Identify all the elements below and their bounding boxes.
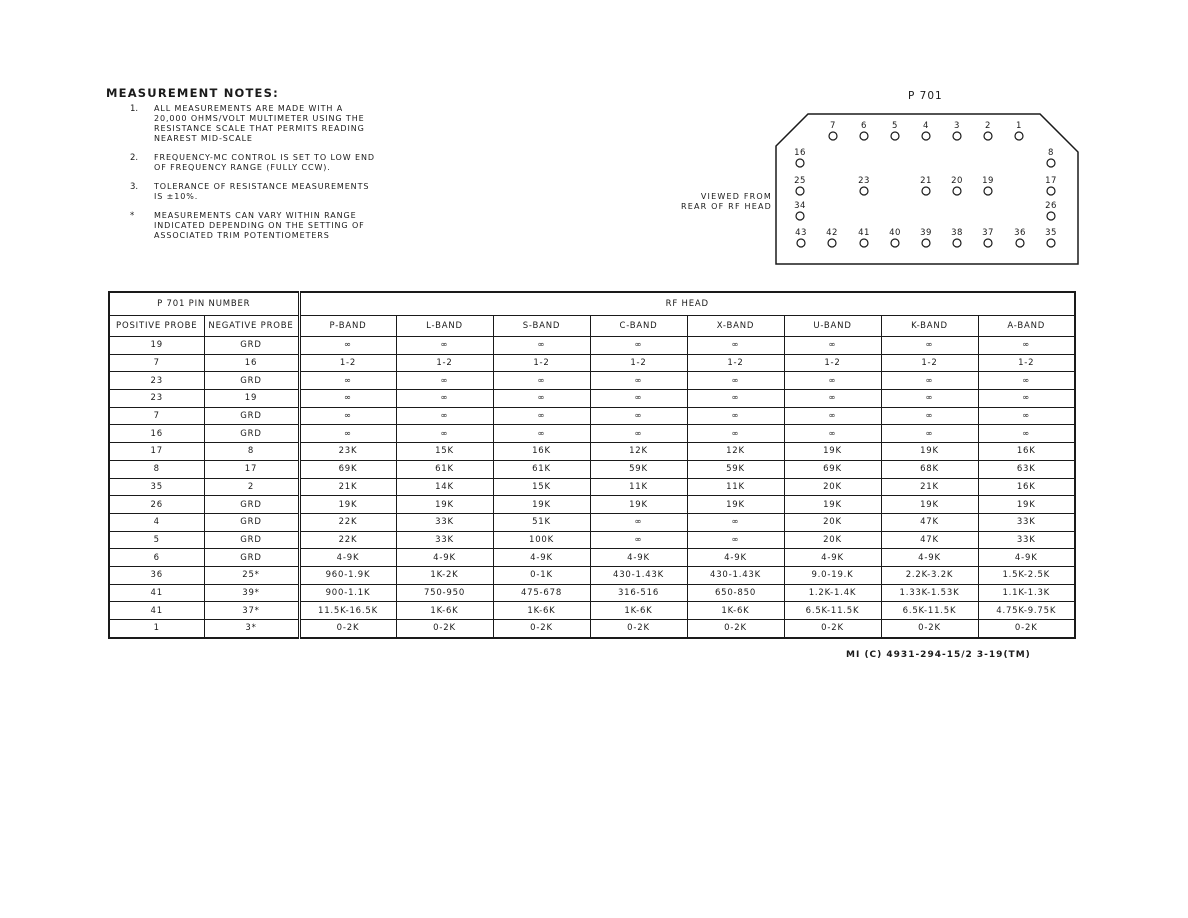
resistance-cell: 69K — [299, 460, 396, 478]
band-header: C-BAND — [590, 316, 687, 337]
resistance-cell: 19K — [687, 496, 784, 514]
negative-probe-cell: GRD — [204, 549, 299, 567]
pin-circle — [1047, 159, 1055, 167]
resistance-cell: 63K — [978, 460, 1075, 478]
negative-probe-cell: 17 — [204, 460, 299, 478]
resistance-cell: 59K — [687, 460, 784, 478]
resistance-cell: ∞ — [590, 372, 687, 390]
resistance-cell: ∞ — [687, 372, 784, 390]
resistance-cell: 21K — [299, 478, 396, 496]
band-header: P-BAND — [299, 316, 396, 337]
resistance-cell: ∞ — [396, 337, 493, 355]
resistance-cell: 12K — [590, 443, 687, 461]
resistance-cell: 1-2 — [881, 354, 978, 372]
resistance-cell: 11K — [590, 478, 687, 496]
table-row — [109, 496, 1075, 514]
resistance-cell: ∞ — [978, 337, 1075, 355]
resistance-cell: 19K — [299, 496, 396, 514]
resistance-cell: ∞ — [687, 407, 784, 425]
pin-circle — [922, 239, 930, 247]
resistance-cell: ∞ — [881, 425, 978, 443]
pin-circle — [1015, 132, 1023, 140]
positive-probe-cell: 35 — [109, 478, 204, 496]
negative-probe-header: NEGATIVE PROBE — [204, 316, 299, 337]
resistance-cell: 1-2 — [687, 354, 784, 372]
resistance-cell: ∞ — [881, 407, 978, 425]
resistance-cell: 69K — [784, 460, 881, 478]
pin-circle — [1047, 239, 1055, 247]
resistance-cell: ∞ — [687, 337, 784, 355]
resistance-cell: 0-2K — [881, 620, 978, 638]
resistance-cell: 1K-2K — [396, 566, 493, 584]
negative-probe-cell: 39* — [204, 584, 299, 602]
resistance-cell: 61K — [493, 460, 590, 478]
pin-label: 39 — [920, 228, 932, 238]
table-row — [109, 478, 1075, 496]
pin-label: 1 — [1016, 121, 1022, 131]
resistance-cell: ∞ — [881, 372, 978, 390]
resistance-cell: 9.0-19.K — [784, 566, 881, 584]
resistance-cell: ∞ — [687, 425, 784, 443]
resistance-cell: 1K-6K — [493, 602, 590, 620]
table-row — [109, 372, 1075, 390]
positive-probe-cell: 19 — [109, 337, 204, 355]
resistance-cell: 19K — [493, 496, 590, 514]
negative-probe-cell: GRD — [204, 531, 299, 549]
negative-probe-cell: GRD — [204, 372, 299, 390]
negative-probe-cell: 16 — [204, 354, 299, 372]
negative-probe-cell: 3* — [204, 620, 299, 638]
resistance-cell: ∞ — [396, 390, 493, 408]
resistance-cell: 1-2 — [590, 354, 687, 372]
viewed-from-label: VIEWED FROM REAR OF RF HEAD — [680, 192, 772, 211]
resistance-cell: 0-2K — [784, 620, 881, 638]
resistance-cell: ∞ — [590, 390, 687, 408]
resistance-cell: ∞ — [784, 390, 881, 408]
resistance-cell: ∞ — [784, 425, 881, 443]
pin-circle — [891, 239, 899, 247]
negative-probe-cell: GRD — [204, 407, 299, 425]
table-row — [109, 602, 1075, 620]
pin-circle — [984, 187, 992, 195]
resistance-cell: 19K — [396, 496, 493, 514]
pin-label: 41 — [858, 228, 870, 238]
note-number: 2. — [130, 153, 139, 163]
pin-label: 5 — [892, 121, 898, 131]
resistance-cell: ∞ — [978, 390, 1075, 408]
pin-number-header: P 701 PIN NUMBER — [109, 292, 299, 316]
resistance-cell: 4-9K — [590, 549, 687, 567]
table-row — [109, 407, 1075, 425]
table-row — [109, 531, 1075, 549]
band-header: U-BAND — [784, 316, 881, 337]
resistance-cell: ∞ — [493, 372, 590, 390]
resistance-cell: 68K — [881, 460, 978, 478]
resistance-cell: 0-2K — [493, 620, 590, 638]
positive-probe-cell: 7 — [109, 354, 204, 372]
pin-circle — [891, 132, 899, 140]
resistance-cell: 316-516 — [590, 584, 687, 602]
pin-label: 6 — [861, 121, 867, 131]
resistance-cell: ∞ — [784, 337, 881, 355]
resistance-cell: 4-9K — [493, 549, 590, 567]
connector-title: P 701 — [908, 90, 943, 102]
positive-probe-cell: 36 — [109, 566, 204, 584]
negative-probe-cell: 25* — [204, 566, 299, 584]
resistance-cell: 22K — [299, 513, 396, 531]
table-row — [109, 566, 1075, 584]
pin-label: 17 — [1045, 176, 1057, 186]
resistance-cell: 33K — [978, 513, 1075, 531]
table-row — [109, 390, 1075, 408]
pin-circle — [860, 132, 868, 140]
pin-circle — [860, 239, 868, 247]
resistance-cell: 16K — [978, 443, 1075, 461]
pin-circle — [984, 239, 992, 247]
positive-probe-cell: 23 — [109, 390, 204, 408]
positive-probe-cell: 41 — [109, 602, 204, 620]
resistance-cell: ∞ — [590, 407, 687, 425]
pin-label: 43 — [795, 228, 807, 238]
pin-label: 20 — [951, 176, 963, 186]
resistance-cell: 1-2 — [978, 354, 1075, 372]
resistance-cell: 51K — [493, 513, 590, 531]
resistance-cell: 4-9K — [881, 549, 978, 567]
resistance-cell: 59K — [590, 460, 687, 478]
resistance-cell: ∞ — [881, 337, 978, 355]
resistance-cell: 1.33K-1.53K — [881, 584, 978, 602]
note-text: ALL MEASUREMENTS ARE MADE WITH A 20,000 OHMS/VOLT MULTIMETER USING THE RESISTANCE SCALE THAT PERMITS READING NEAREST MID-SCALE — [154, 104, 365, 143]
resistance-cell: 430-1.43K — [590, 566, 687, 584]
resistance-cell: 16K — [978, 478, 1075, 496]
resistance-cell: 4-9K — [396, 549, 493, 567]
pin-circle — [796, 212, 804, 220]
table-row — [109, 513, 1075, 531]
measurement-notes-list — [128, 104, 428, 250]
resistance-cell: 47K — [881, 513, 978, 531]
resistance-cell: 1K-6K — [590, 602, 687, 620]
positive-probe-cell: 23 — [109, 372, 204, 390]
resistance-cell: 11.5K-16.5K — [299, 602, 396, 620]
resistance-cell: ∞ — [396, 425, 493, 443]
resistance-cell: 19K — [881, 496, 978, 514]
band-header: A-BAND — [978, 316, 1075, 337]
resistance-cell: 900-1.1K — [299, 584, 396, 602]
resistance-cell: 0-2K — [978, 620, 1075, 638]
pin-circle — [796, 187, 804, 195]
negative-probe-cell: 19 — [204, 390, 299, 408]
resistance-cell: ∞ — [493, 425, 590, 443]
resistance-cell: 61K — [396, 460, 493, 478]
resistance-cell: 19K — [784, 496, 881, 514]
negative-probe-cell: GRD — [204, 425, 299, 443]
resistance-cell: ∞ — [590, 513, 687, 531]
resistance-cell: ∞ — [978, 372, 1075, 390]
resistance-cell: 6.5K-11.5K — [881, 602, 978, 620]
resistance-cell: 1.1K-1.3K — [978, 584, 1075, 602]
resistance-cell: 33K — [978, 531, 1075, 549]
table-row — [109, 354, 1075, 372]
pin-label: 36 — [1014, 228, 1026, 238]
resistance-cell: ∞ — [493, 337, 590, 355]
resistance-cell: ∞ — [881, 390, 978, 408]
resistance-cell: 650-850 — [687, 584, 784, 602]
pin-label: 38 — [951, 228, 963, 238]
connector-diagram — [770, 108, 1082, 268]
resistance-cell: ∞ — [978, 407, 1075, 425]
resistance-cell: ∞ — [299, 372, 396, 390]
resistance-cell: 1-2 — [396, 354, 493, 372]
resistance-cell: 1-2 — [299, 354, 396, 372]
resistance-cell: 1K-6K — [396, 602, 493, 620]
resistance-cell: ∞ — [687, 390, 784, 408]
resistance-cell: 1K-6K — [687, 602, 784, 620]
pin-circle — [828, 239, 836, 247]
band-header: L-BAND — [396, 316, 493, 337]
resistance-cell: 475-678 — [493, 584, 590, 602]
pin-circle — [953, 132, 961, 140]
note-text: TOLERANCE OF RESISTANCE MEASUREMENTS IS ±10%. — [154, 182, 370, 201]
note-item — [128, 182, 428, 202]
pin-circle — [829, 132, 837, 140]
resistance-cell: 4-9K — [784, 549, 881, 567]
pin-label: 25 — [794, 176, 806, 186]
resistance-cell: 1-2 — [493, 354, 590, 372]
resistance-cell: 19K — [784, 443, 881, 461]
resistance-cell: 47K — [881, 531, 978, 549]
resistance-cell: 15K — [396, 443, 493, 461]
table-row — [109, 443, 1075, 461]
resistance-cell: 4-9K — [978, 549, 1075, 567]
table-row — [109, 549, 1075, 567]
note-text: MEASUREMENTS CAN VARY WITHIN RANGE INDICATED DEPENDING ON THE SETTING OF ASSOCIATED TRIM POTENTIOMETERS — [154, 211, 365, 240]
positive-probe-cell: 7 — [109, 407, 204, 425]
pin-circle — [1047, 212, 1055, 220]
resistance-cell: 11K — [687, 478, 784, 496]
resistance-cell: ∞ — [590, 337, 687, 355]
resistance-table — [108, 291, 1076, 639]
positive-probe-cell: 4 — [109, 513, 204, 531]
resistance-cell: 0-1K — [493, 566, 590, 584]
pin-label: 8 — [1048, 148, 1054, 158]
negative-probe-cell: GRD — [204, 337, 299, 355]
pin-circle — [922, 132, 930, 140]
resistance-cell: 4-9K — [299, 549, 396, 567]
pin-label: 3 — [954, 121, 960, 131]
resistance-cell: ∞ — [493, 407, 590, 425]
resistance-cell: ∞ — [784, 407, 881, 425]
pin-circle — [797, 239, 805, 247]
resistance-cell: 0-2K — [396, 620, 493, 638]
resistance-cell: ∞ — [784, 372, 881, 390]
note-item — [128, 211, 428, 241]
resistance-cell: 0-2K — [590, 620, 687, 638]
negative-probe-cell: GRD — [204, 513, 299, 531]
positive-probe-cell: 26 — [109, 496, 204, 514]
resistance-cell: ∞ — [590, 425, 687, 443]
resistance-cell: 1-2 — [784, 354, 881, 372]
pin-circle — [860, 187, 868, 195]
positive-probe-cell: 1 — [109, 620, 204, 638]
resistance-cell: 6.5K-11.5K — [784, 602, 881, 620]
table-row — [109, 584, 1075, 602]
resistance-cell: 19K — [881, 443, 978, 461]
resistance-cell: ∞ — [493, 390, 590, 408]
resistance-cell: 14K — [396, 478, 493, 496]
table-row — [109, 337, 1075, 355]
resistance-cell: 0-2K — [299, 620, 396, 638]
resistance-cell: 0-2K — [687, 620, 784, 638]
resistance-cell: ∞ — [687, 513, 784, 531]
resistance-cell: 960-1.9K — [299, 566, 396, 584]
positive-probe-cell: 16 — [109, 425, 204, 443]
note-number: 3. — [130, 182, 139, 192]
note-number: 1. — [130, 104, 139, 114]
positive-probe-cell: 6 — [109, 549, 204, 567]
resistance-cell: 19K — [978, 496, 1075, 514]
resistance-cell: ∞ — [590, 531, 687, 549]
resistance-cell: 20K — [784, 531, 881, 549]
table-row — [109, 425, 1075, 443]
resistance-cell: ∞ — [396, 407, 493, 425]
resistance-cell: ∞ — [299, 390, 396, 408]
note-text: FREQUENCY-MC CONTROL IS SET TO LOW END OF FREQUENCY RANGE (FULLY CCW). — [154, 153, 375, 172]
pin-label: 2 — [985, 121, 991, 131]
resistance-cell: 4-9K — [687, 549, 784, 567]
table-row — [109, 460, 1075, 478]
pin-label: 37 — [982, 228, 994, 238]
pin-label: 35 — [1045, 228, 1057, 238]
positive-probe-cell: 5 — [109, 531, 204, 549]
pin-label: 42 — [826, 228, 838, 238]
resistance-cell: ∞ — [299, 407, 396, 425]
positive-probe-cell: 17 — [109, 443, 204, 461]
pin-label: 26 — [1045, 201, 1057, 211]
resistance-cell: 1.2K-1.4K — [784, 584, 881, 602]
pin-label: 19 — [982, 176, 994, 186]
rf-head-header: RF HEAD — [299, 292, 1075, 316]
resistance-cell: 20K — [784, 478, 881, 496]
pin-circle — [984, 132, 992, 140]
resistance-cell: 22K — [299, 531, 396, 549]
resistance-cell: 20K — [784, 513, 881, 531]
resistance-cell: 4.75K-9.75K — [978, 602, 1075, 620]
resistance-cell: ∞ — [396, 372, 493, 390]
pin-label: 21 — [920, 176, 932, 186]
table-row — [109, 620, 1075, 638]
note-item — [128, 153, 428, 173]
band-header: X-BAND — [687, 316, 784, 337]
positive-probe-cell: 8 — [109, 460, 204, 478]
resistance-cell: 16K — [493, 443, 590, 461]
resistance-cell: 33K — [396, 531, 493, 549]
resistance-cell: 750-950 — [396, 584, 493, 602]
negative-probe-cell: 37* — [204, 602, 299, 620]
resistance-cell: ∞ — [299, 425, 396, 443]
pin-circle — [922, 187, 930, 195]
resistance-cell: 19K — [590, 496, 687, 514]
pin-label: 16 — [794, 148, 806, 158]
pin-label: 4 — [923, 121, 929, 131]
negative-probe-cell: 8 — [204, 443, 299, 461]
resistance-cell: 2.2K-3.2K — [881, 566, 978, 584]
figure-id: MI (C) 4931-294-15/2 3-19(TM) — [846, 650, 1031, 660]
resistance-cell: 21K — [881, 478, 978, 496]
note-number: * — [130, 211, 135, 221]
band-header: K-BAND — [881, 316, 978, 337]
resistance-cell: 15K — [493, 478, 590, 496]
connector-outline — [776, 114, 1078, 264]
pin-circle — [953, 187, 961, 195]
positive-probe-header: POSITIVE PROBE — [109, 316, 204, 337]
resistance-cell: ∞ — [299, 337, 396, 355]
negative-probe-cell: GRD — [204, 496, 299, 514]
pin-circle — [796, 159, 804, 167]
pin-circle — [1047, 187, 1055, 195]
resistance-cell: 23K — [299, 443, 396, 461]
note-item — [128, 104, 428, 144]
pin-circle — [1016, 239, 1024, 247]
resistance-cell: ∞ — [978, 425, 1075, 443]
resistance-cell: ∞ — [687, 531, 784, 549]
pin-circle — [953, 239, 961, 247]
pin-label: 40 — [889, 228, 901, 238]
negative-probe-cell: 2 — [204, 478, 299, 496]
band-header: S-BAND — [493, 316, 590, 337]
pin-label: 7 — [830, 121, 836, 131]
pin-label: 23 — [858, 176, 870, 186]
positive-probe-cell: 41 — [109, 584, 204, 602]
resistance-cell: 1.5K-2.5K — [978, 566, 1075, 584]
resistance-cell: 12K — [687, 443, 784, 461]
resistance-cell: 430-1.43K — [687, 566, 784, 584]
resistance-cell: 33K — [396, 513, 493, 531]
pin-label: 34 — [794, 201, 806, 211]
measurement-notes-title: MEASUREMENT NOTES: — [106, 86, 279, 100]
resistance-cell: 100K — [493, 531, 590, 549]
